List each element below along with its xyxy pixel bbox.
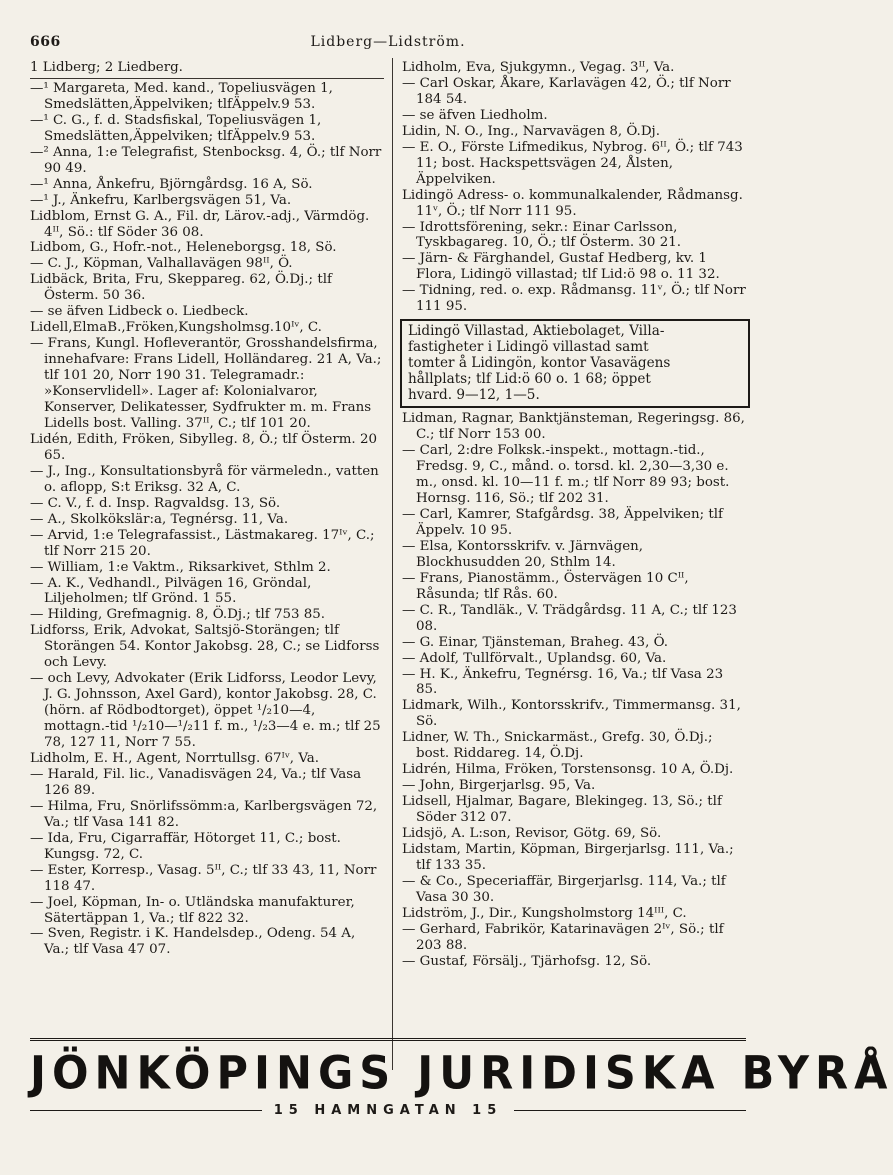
directory-entry: — Järn- & Färghandel, Gustaf Hedberg, kv. 1 Flora, Lidingö villastad; tlf Lid:ö 98 o. 11 32. <box>402 251 720 283</box>
footer-advertisement <box>30 1038 893 1118</box>
directory-entry: — H. K., Änkefru, Tegnérsg. 16, Va.; tlf Vasa 23 85. <box>402 666 724 698</box>
directory-entry: Lidforss, Erik, Advokat, Saltsjö-Storängen; tlf Storängen 54. Kontor Jakobsg. 28, C.; se Lidforss och Levy. <box>30 623 380 671</box>
directory-entry: Lidbäck, Brita, Fru, Skeppareg. 62, Ö.Dj.; tlf Österm. 50 36. <box>30 272 332 304</box>
directory-entry: —¹ Margareta, Med. kand., Topeliusvägen 1, Smedslätten,Äppelviken; tlfÄppelv.9 53. <box>30 80 333 112</box>
directory-entry: — Joel, Köpman, In- o. Utländska manufakturer, Sätertäppan 1, Va.; tlf 822 32. <box>30 894 355 926</box>
advertisement-line: fastigheter i Lidingö villastad samt <box>408 339 649 356</box>
directory-entry: — A. K., Vedhandl., Pilvägen 16, Gröndal, Liljeholmen; tlf Grönd. 1 55. <box>30 575 312 607</box>
directory-entry: — Harald, Fil. lic., Vanadisvägen 24, Va.; tlf Vasa 126 89. <box>30 766 362 798</box>
running-title: Lidberg—Lidström. <box>310 34 466 50</box>
directory-entry: Lidner, W. Th., Snickarmäst., Grefg. 30, Ö.Dj.; bost. Riddareg. 14, Ö.Dj. <box>402 730 713 762</box>
address-rule-left <box>30 1110 262 1111</box>
directory-entry: — C. J., Köpman, Valhallavägen 98ᴵᴵ, Ö. <box>30 256 293 272</box>
directory-entry: — Ida, Fru, Cigarraffär, Hötorget 11, C.; bost. Kungsg. 72, C. <box>30 830 341 862</box>
directory-entry: — A., Skolkökslär:a, Tegnérsg. 11, Va. <box>30 511 289 527</box>
directory-entry: — & Co., Speceriaffär, Birgerjarlsg. 114, Va.; tlf Vasa 30 30. <box>402 873 726 905</box>
directory-entry: — Idrottsförening, sekr.: Einar Carlsson, Tyskbagareg. 10, Ö.; tlf Österm. 30 21. <box>402 219 682 251</box>
directory-entry: Lidén, Edith, Fröken, Sibylleg. 8, Ö.; tlf Österm. 20 65. <box>30 431 377 463</box>
directory-entry: — Ester, Korresp., Vasag. 5ᴵᴵ, C.; tlf 33 43, 11, Norr 118 47. <box>30 862 377 894</box>
right-column-bottom <box>402 411 746 969</box>
directory-entry: — C. V., f. d. Insp. Ragvaldsg. 13, Sö. <box>30 495 281 511</box>
directory-entry: — se äfven Lidbeck o. Liedbeck. <box>30 304 249 320</box>
advertisement-line: Lidingö Villastad, Aktiebolaget, Villa- <box>408 323 665 340</box>
directory-entry: Lidman, Ragnar, Banktjänsteman, Regeringsg. 86, C.; tlf Norr 153 00. <box>402 411 745 443</box>
right-column-top <box>402 60 746 315</box>
page-number: 666 <box>30 34 61 50</box>
directory-entry: — William, 1:e Vaktm., Riksarkivet, Sthlm 2. <box>30 559 331 575</box>
directory-entry: Lidbom, G., Hofr.-not., Heleneborgsg. 18, Sö. <box>30 240 337 256</box>
directory-entry: — Arvid, 1:e Telegrafassist., Lästmakareg. 17ᴵᵛ, C.; tlf Norr 215 20. <box>30 527 375 559</box>
address-rule-right <box>514 1110 746 1111</box>
directory-entry: — Hilding, Grefmagnig. 8, Ö.Dj.; tlf 753 85. <box>30 607 326 623</box>
advertisement-line: hållplats; tlf Lid:ö 60 o. 1 68; öppet <box>408 371 651 388</box>
advertisement-line: hvard. 9—12, 1—5. <box>408 387 540 404</box>
directory-entry: Lidsjö, A. L:son, Revisor, Götg. 69, Sö. <box>402 826 662 842</box>
directory-entry: Lidrén, Hilma, Fröken, Torstensonsg. 10 A, Ö.Dj. <box>402 762 734 778</box>
two-column-body <box>30 60 746 1070</box>
directory-entry: Lidell,ElmaB.,Fröken,Kungsholmsg.10ᴵᵛ, C. <box>30 320 322 336</box>
directory-entry: —² Anna, 1:e Telegrafist, Stenbocksg. 4, Ö.; tlf Norr 90 49. <box>30 144 382 176</box>
advertisement-line: tomter å Lidingön, kontor Vasavägens <box>408 355 671 372</box>
directory-entry: — Carl Oskar, Åkare, Karlavägen 42, Ö.; tlf Norr 184 54. <box>402 75 731 107</box>
directory-entry: — Tidning, red. o. exp. Rådmansg. 11ᵛ, Ö.; tlf Norr 111 95. <box>402 283 746 315</box>
directory-entry: — och Levy, Advokater (Erik Lidforss, Leodor Levy, J. G. Johnsson, Axel Gard), kontor Jakobsg. 28, C. (hörn. af Rödbodtorget), öppet ¹/₂10—4, mottagn.-tid ¹/₂10—¹/₂11 f. m., ¹/₂3—4 e. m.; tlf 25 78, 127 11, Norr 7 55. <box>30 671 381 751</box>
directory-entry: — Sven, Registr. i K. Handelsdep., Odeng. 54 A, Va.; tlf Vasa 47 07. <box>30 926 356 958</box>
directory-entry: Lidstam, Martin, Köpman, Birgerjarlsg. 111, Va.; tlf 133 35. <box>402 841 734 873</box>
directory-entry: Lidmark, Wilh., Kontorsskrifv., Timmermansg. 31, Sö. <box>402 698 741 730</box>
footer-rule-top <box>30 1038 746 1043</box>
directory-entry: — C. R., Tandläk., V. Trädgårdsg. 11 A, C.; tlf 123 08. <box>402 602 737 634</box>
directory-entry: Lidblom, Ernst G. A., Fil. dr, Lärov.-adj., Värmdög. 4ᴵᴵ, Sö.: tlf Söder 36 08. <box>30 208 370 240</box>
directory-entry: — G. Einar, Tjänsteman, Braheg. 43, Ö. <box>402 634 669 650</box>
directory-entry: 1 Lidberg; 2 Liedberg. <box>30 60 384 79</box>
directory-entry: — Frans, Pianostämm., Östervägen 10 Cᴵᴵ, Råsunda; tlf Rås. 60. <box>402 570 689 602</box>
directory-entry: Lidholm, Eva, Sjukgymn., Vegag. 3ᴵᴵ, Va. <box>402 60 675 75</box>
directory-entry: Lidingö Adress- o. kommunalkalender, Rådmansg. 11ᵛ, Ö.; tlf Norr 111 95. <box>402 187 743 219</box>
lidingo-villastad-advertisement <box>400 319 750 408</box>
directory-entry: — Elsa, Kontorsskrifv. v. Järnvägen, Blockhusudden 20, Sthlm 14. <box>402 538 644 570</box>
page-header <box>30 34 746 60</box>
directory-entry: — E. O., Förste Lifmedikus, Nybrog. 6ᴵᴵ, Ö.; tlf 743 11; bost. Hackspettsvägen 24, Ålsten, Äppelviken. <box>402 139 743 187</box>
directory-entry: — John, Birgerjarlsg. 95, Va. <box>402 778 596 794</box>
directory-entry: — se äfven Liedholm. <box>402 107 548 123</box>
right-column <box>393 60 746 1070</box>
directory-entry: —¹ J., Änkefru, Karlbergsvägen 51, Va. <box>30 192 292 208</box>
directory-entry: — Adolf, Tullförvalt., Uplandsg. 60, Va. <box>402 650 667 666</box>
footer-address: 15 HAMNGATAN 15 <box>273 1103 503 1118</box>
directory-entry: Lidsell, Hjalmar, Bagare, Blekingeg. 13, Sö.; tlf Söder 312 07. <box>402 794 722 826</box>
directory-entry: —¹ C. G., f. d. Stadsfiskal, Topeliusvägen 1, Smedslätten,Äppelviken; tlfÄppelv.9 53. <box>30 112 322 144</box>
directory-entry: —¹ Anna, Ånkefru, Björngårdsg. 16 A, Sö. <box>30 176 313 192</box>
directory-entry: — Hilma, Fru, Snörlifssömm:a, Karlbergsvägen 72, Va.; tlf Vasa 141 82. <box>30 798 378 830</box>
directory-entry: Lidin, N. O., Ing., Narvavägen 8, Ö.Dj. <box>402 123 660 139</box>
directory-entry: — Frans, Kungl. Hofleverantör, Grosshandelsfirma, innehafvare: Frans Lidell, Holländareg. 21 A, Va.; tlf 101 20, Norr 190 31. Telegramadr.: »Konservlidell». Lager af: Kolonialvaror, Konserver, Delikatesser, Sydfrukter m. m. Frans Lidells bost. Valling. 37ᴵᴵ, C.; tlf 101 20. <box>30 336 382 431</box>
directory-entry: — Carl, Kamrer, Stafgårdsg. 38, Äppelviken; tlf Äppelv. 10 95. <box>402 506 723 538</box>
directory-entry: Lidström, J., Dir., Kungsholmstorg 14ᴵᴵᴵ, C. <box>402 905 687 921</box>
footer-banner: JÖNKÖPINGS JURIDISKA BYRÅ <box>30 1047 893 1101</box>
directory-entry: — Gerhard, Fabrikör, Katarinavägen 2ᴵᵛ, Sö.; tlf 203 88. <box>402 921 724 953</box>
directory-entry: Lidholm, E. H., Agent, Norrtullsg. 67ᴵᵛ, Va. <box>30 750 320 766</box>
directory-entry: — Carl, 2:dre Folksk.-inspekt., mottagn.-tid., Fredsg. 9, C., månd. o. torsd. kl. 2,30—3,30 e. m., onsd. kl. 10—11 f. m.; tlf Norr 89 93; bost. Hornsg. 116, Sö.; tlf 202 31. <box>402 443 730 507</box>
directory-entry: — J., Ing., Konsultationsbyrå för värmeledn., vatten o. aflopp, S:t Eriksg. 32 A, C. <box>30 463 379 495</box>
footer-address-row <box>30 1103 746 1118</box>
directory-entry: — Gustaf, Försälj., Tjärhofsg. 12, Sö. <box>402 953 652 969</box>
left-column <box>30 60 392 1070</box>
